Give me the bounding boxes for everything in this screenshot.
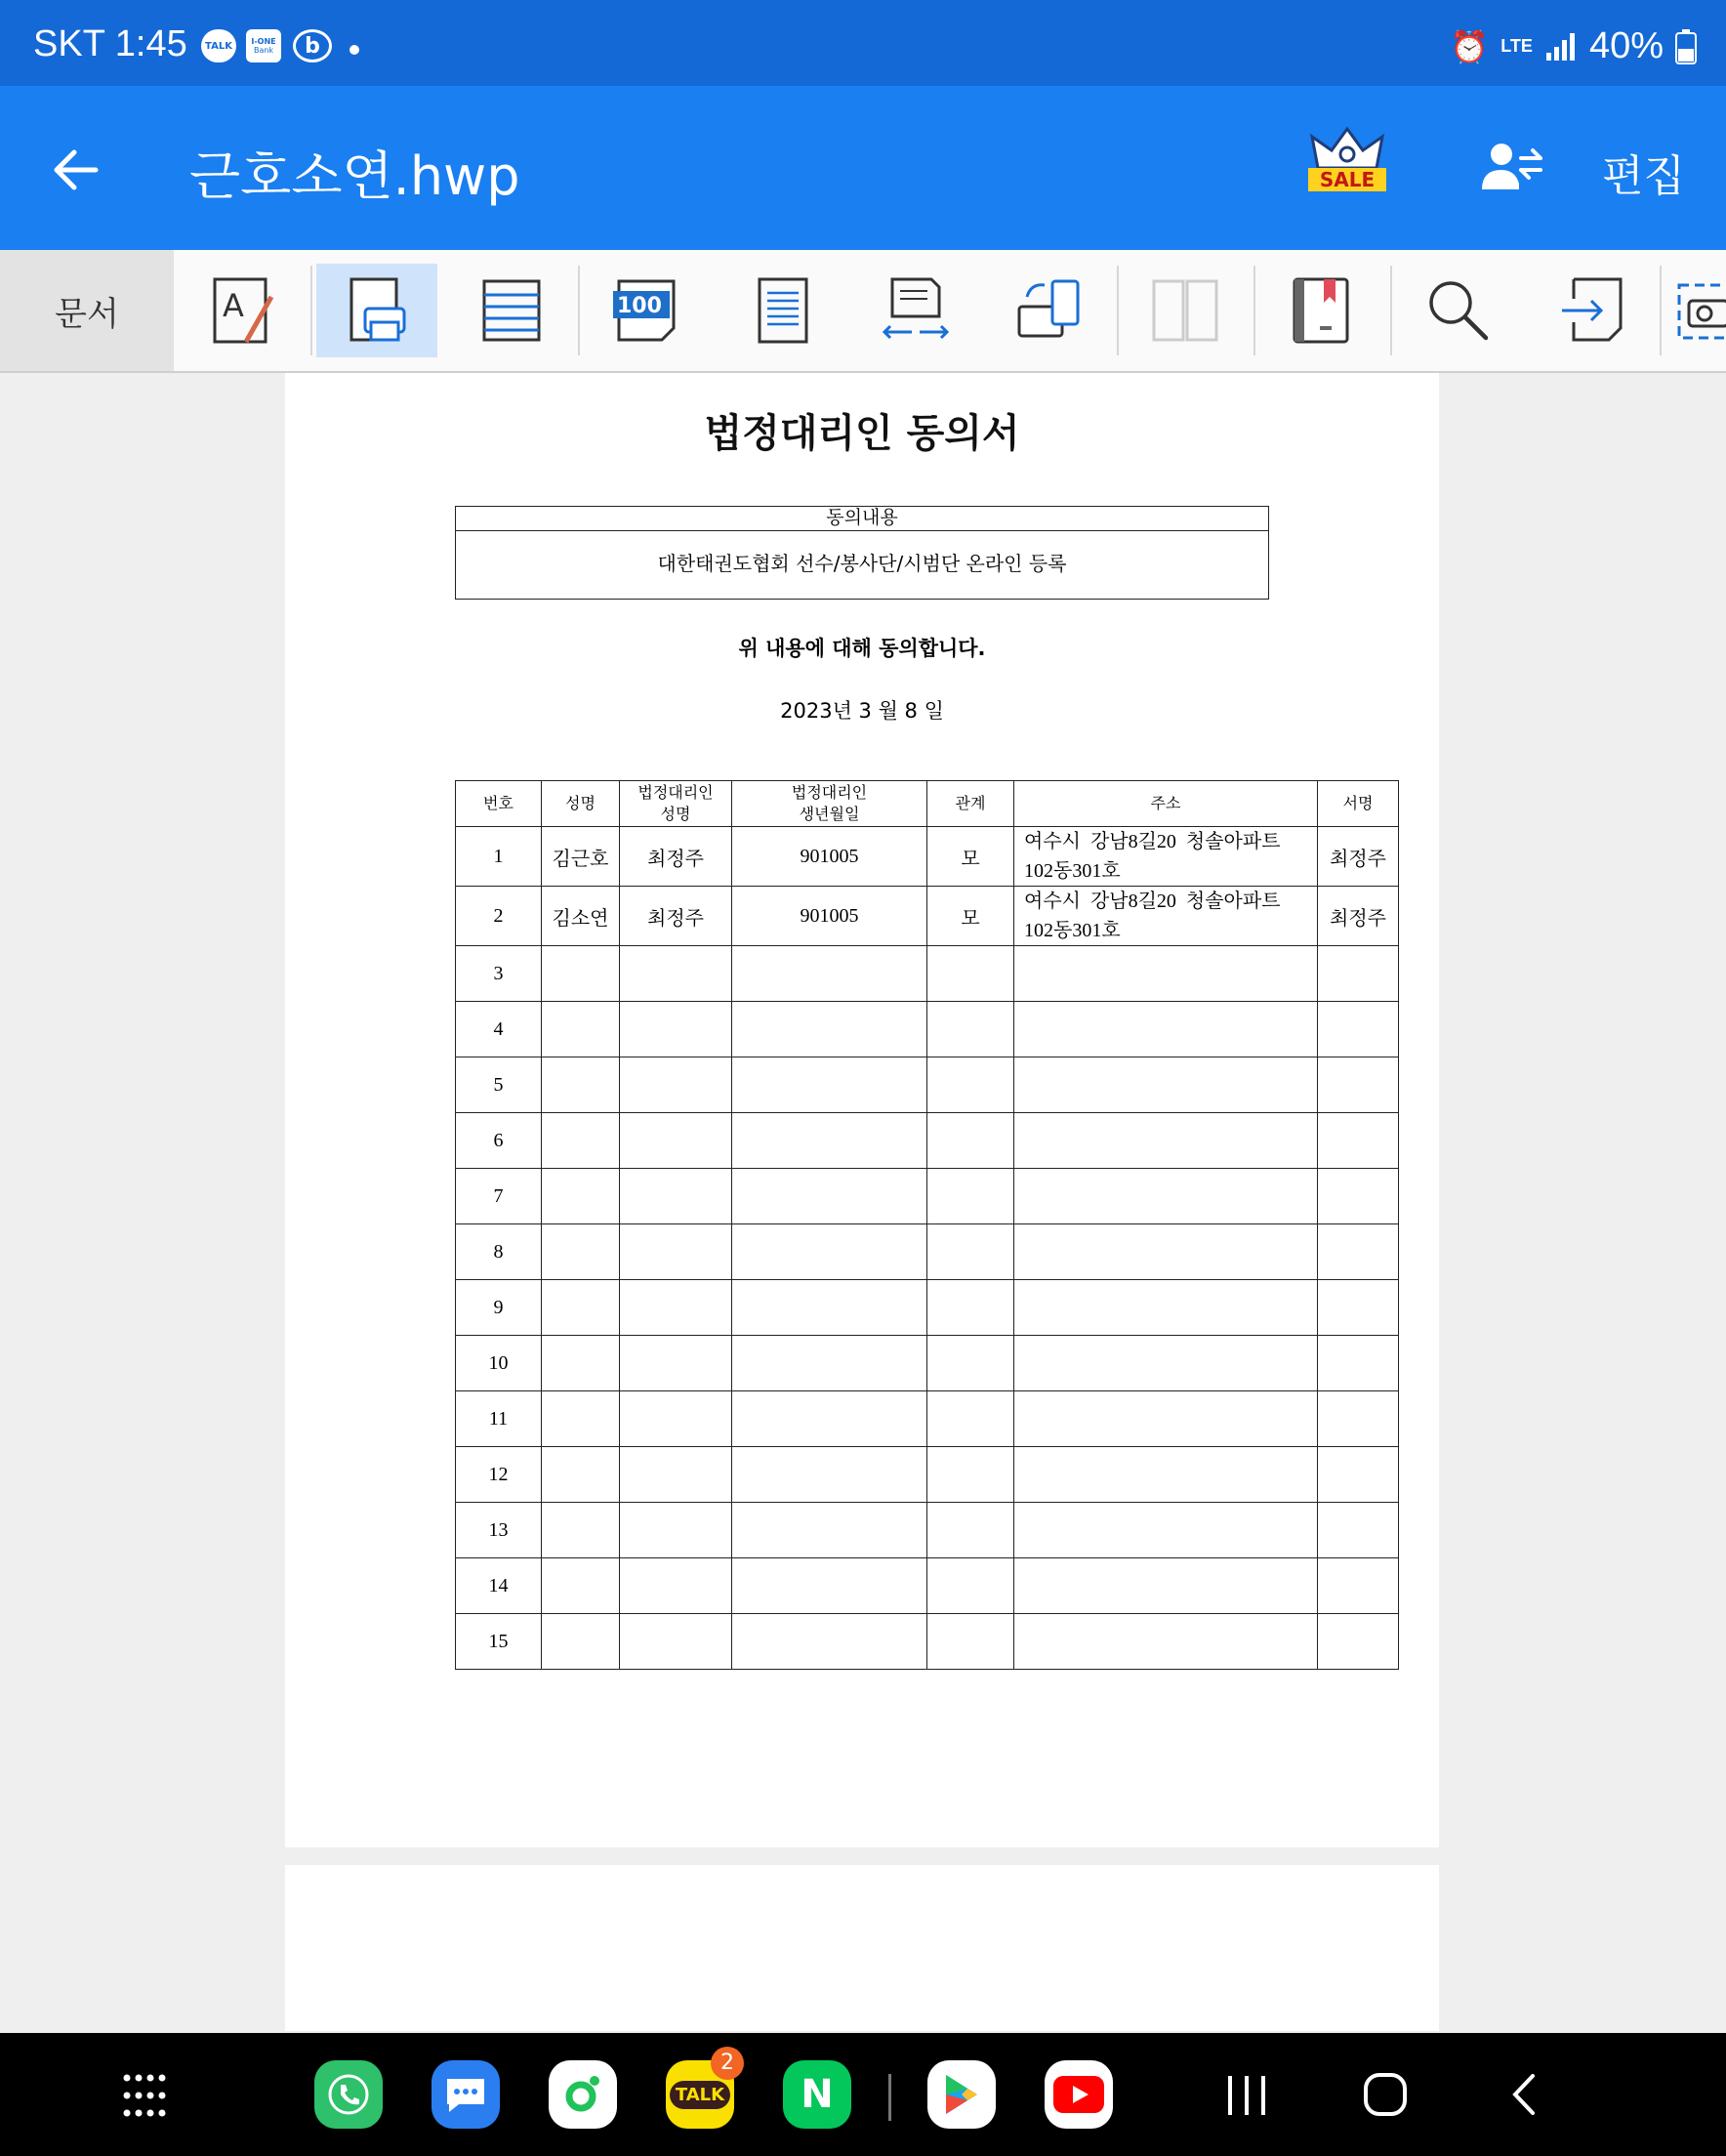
- cell-signature: [1318, 1391, 1399, 1447]
- col-header-signature: 서명: [1318, 781, 1399, 827]
- col-header-guardian-name: 법정대리인 성명: [620, 781, 732, 827]
- cell-address: [1014, 946, 1318, 1002]
- bookmark-tool[interactable]: [1261, 264, 1382, 357]
- cell-guardian-birth: [732, 946, 927, 1002]
- cell-relation: [927, 1614, 1014, 1670]
- col-header-name: 성명: [542, 781, 620, 827]
- document-page: [285, 373, 1439, 1847]
- talk-label: TALK: [670, 2081, 730, 2109]
- phone-app-icon[interactable]: [314, 2060, 383, 2129]
- cell-address: [1014, 1224, 1318, 1280]
- go-to-page-tool[interactable]: [1533, 264, 1654, 357]
- cell-guardian-name: [620, 946, 732, 1002]
- back-icon[interactable]: [1509, 2072, 1539, 2117]
- back-arrow-icon[interactable]: [51, 145, 102, 195]
- table-row: [456, 1057, 1399, 1113]
- rotate-screen-tool[interactable]: [990, 264, 1111, 357]
- table-row: [456, 1614, 1399, 1670]
- web-layout-tool[interactable]: [451, 264, 572, 357]
- svg-text:100: 100: [617, 294, 662, 318]
- b-app-notification-icon: b: [293, 29, 332, 62]
- alarm-icon: ⏰: [1450, 28, 1490, 64]
- cell-address: [1014, 1169, 1318, 1224]
- cell-address: [1014, 1002, 1318, 1057]
- kakaotalk-app-icon[interactable]: [666, 2051, 734, 2129]
- search-tool[interactable]: [1398, 264, 1519, 357]
- cell-relation: [927, 946, 1014, 1002]
- cell-guardian-birth: [732, 1113, 927, 1169]
- cell-guardian-name: [620, 1558, 732, 1614]
- table-row: [456, 1002, 1399, 1057]
- cell-name: [542, 1002, 620, 1057]
- cell-address: [1014, 1503, 1318, 1558]
- naver-n-label: N: [801, 2072, 834, 2117]
- cell-name: [542, 946, 620, 1002]
- col-header-address: 주소: [1014, 781, 1318, 827]
- cell-guardian-birth: [732, 1391, 927, 1447]
- cell-name: [542, 1447, 620, 1503]
- date-line: 2023년 3 월 8 일: [780, 699, 944, 723]
- table-row: [456, 1391, 1399, 1447]
- search-icon: [1421, 273, 1496, 348]
- fit-width-tool[interactable]: [855, 264, 976, 357]
- print-layout-tool[interactable]: [316, 264, 437, 357]
- table-row: [456, 1447, 1399, 1503]
- dock-divider: [888, 2074, 891, 2121]
- cell-relation: [927, 1391, 1014, 1447]
- cell-guardian-birth: [732, 1447, 927, 1503]
- cell-number: 12: [456, 1447, 542, 1503]
- signal-icon: [1544, 31, 1578, 62]
- cell-address: [1014, 1057, 1318, 1113]
- cell-signature: [1318, 1057, 1399, 1113]
- cell-guardian-name: [620, 1614, 732, 1670]
- cell-relation: 모: [927, 827, 1014, 887]
- cell-relation: [927, 1224, 1014, 1280]
- cell-address: [1014, 887, 1318, 946]
- status-bar: [0, 0, 1726, 86]
- svg-text:A: A: [223, 287, 244, 324]
- table-row: [456, 827, 1399, 887]
- edit-button[interactable]: 편집: [1601, 151, 1685, 201]
- cell-number: 7: [456, 1169, 542, 1224]
- rotate-screen-icon: [1013, 273, 1088, 348]
- next-document-page: [285, 1865, 1439, 2031]
- home-icon[interactable]: [1363, 2072, 1408, 2117]
- address-line-1: 여수시 강남8길20 청솔아파트: [1024, 831, 1281, 852]
- messages-app-icon[interactable]: [432, 2060, 500, 2129]
- app-bar: [0, 86, 1726, 250]
- cell-relation: [927, 1057, 1014, 1113]
- battery-level: 40%: [1588, 25, 1664, 66]
- table-row: [456, 1336, 1399, 1391]
- play-store-icon: [942, 2073, 981, 2116]
- table-row: [456, 1169, 1399, 1224]
- cell-signature: [1318, 1503, 1399, 1558]
- cell-guardian-name: [620, 1169, 732, 1224]
- toolbar: [0, 250, 1726, 373]
- cell-address: [1014, 1614, 1318, 1670]
- table-row: [456, 1503, 1399, 1558]
- cell-signature: 최정주: [1318, 827, 1399, 887]
- chat-bubble-icon: [443, 2075, 488, 2114]
- cell-guardian-birth: [732, 1224, 927, 1280]
- cell-signature: [1318, 1336, 1399, 1391]
- cell-number: 5: [456, 1057, 542, 1113]
- cell-guardian-name: [620, 1057, 732, 1113]
- cell-name: [542, 1614, 620, 1670]
- navigation-bar: [0, 2033, 1726, 2156]
- cell-signature: [1318, 946, 1399, 1002]
- carrier-time: SKT 1:45: [33, 23, 187, 64]
- status-right: [1450, 25, 1697, 67]
- cell-guardian-name: [620, 1336, 732, 1391]
- cell-number: 8: [456, 1224, 542, 1280]
- cell-relation: [927, 1336, 1014, 1391]
- cell-address: [1014, 827, 1318, 887]
- cell-signature: 최정주: [1318, 887, 1399, 946]
- agree-statement: 위 내용에 대해 동의합니다.: [738, 637, 986, 660]
- text-format-tool[interactable]: [184, 264, 305, 357]
- user-switch-icon[interactable]: [1482, 141, 1542, 193]
- naver-whale-app-icon[interactable]: [549, 2060, 617, 2129]
- cell-number: 6: [456, 1113, 542, 1169]
- consent-box: [455, 506, 1269, 600]
- cell-number: 3: [456, 946, 542, 1002]
- bookmark-book-icon: [1285, 273, 1359, 348]
- cell-guardian-birth: [732, 1336, 927, 1391]
- table-row: [456, 1280, 1399, 1336]
- zoom-100-tool[interactable]: [586, 264, 707, 357]
- table-row: [456, 887, 1399, 946]
- cell-number: 9: [456, 1280, 542, 1336]
- phone-icon: [327, 2073, 370, 2116]
- two-page-view-tool: [1125, 264, 1246, 357]
- col-header-number: 번호: [456, 781, 542, 827]
- premium-sale-button[interactable]: [1306, 125, 1388, 203]
- table-row: [456, 1558, 1399, 1614]
- cell-name: [542, 1113, 620, 1169]
- table-header-row: [456, 781, 1399, 827]
- cell-number: 2: [456, 887, 542, 946]
- cell-guardian-birth: 901005: [732, 827, 927, 887]
- cell-number: 15: [456, 1614, 542, 1670]
- document-title: 법정대리인 동의서: [704, 411, 1020, 456]
- file-title: 근호소연.hwp: [189, 145, 520, 207]
- cell-relation: [927, 1558, 1014, 1614]
- cell-name: [542, 1391, 620, 1447]
- cell-guardian-name: [620, 1280, 732, 1336]
- cell-name: [542, 1558, 620, 1614]
- cell-guardian-name: [620, 1002, 732, 1057]
- cell-guardian-name: [620, 1447, 732, 1503]
- text-edit-icon: [207, 273, 281, 348]
- cell-signature: [1318, 1169, 1399, 1224]
- cell-number: 1: [456, 827, 542, 887]
- cell-signature: [1318, 1614, 1399, 1670]
- consent-header: 동의내용: [456, 507, 1268, 531]
- cell-signature: [1318, 1280, 1399, 1336]
- table-row: [456, 946, 1399, 1002]
- cell-number: 10: [456, 1336, 542, 1391]
- youtube-icon: [1053, 2076, 1104, 2113]
- cell-number: 4: [456, 1002, 542, 1057]
- lte-icon: LTE: [1500, 36, 1533, 56]
- cell-relation: [927, 1169, 1014, 1224]
- page-lines-icon: [746, 273, 820, 348]
- crown-icon: [1306, 125, 1388, 174]
- cell-guardian-birth: [732, 1002, 927, 1057]
- consent-body: 대한태권도협회 선수/봉사단/시범단 온라인 등록: [657, 552, 1067, 575]
- camera-capture-icon: [1665, 273, 1726, 348]
- green-dot-icon: [561, 2073, 604, 2116]
- cell-name: [542, 1224, 620, 1280]
- cell-number: 14: [456, 1558, 542, 1614]
- battery-icon: [1675, 29, 1697, 64]
- cell-address: [1014, 1336, 1318, 1391]
- cell-signature: [1318, 1224, 1399, 1280]
- cell-number: 13: [456, 1503, 542, 1558]
- cell-number: 11: [456, 1391, 542, 1447]
- go-to-page-icon: [1556, 273, 1630, 348]
- capture-tool[interactable]: [1665, 264, 1726, 357]
- col-header-relation: 관계: [927, 781, 1014, 827]
- col-header-guardian-birth: 법정대리인 생년월일: [732, 781, 927, 827]
- cell-relation: [927, 1447, 1014, 1503]
- table-row: [456, 1113, 1399, 1169]
- zoom-100-icon: [609, 273, 683, 348]
- two-page-disabled-icon: [1148, 273, 1222, 348]
- cell-signature: [1318, 1002, 1399, 1057]
- cell-guardian-name: [620, 1224, 732, 1280]
- play-store-app-icon[interactable]: [927, 2060, 996, 2129]
- cell-guardian-birth: [732, 1503, 927, 1558]
- cell-address: [1014, 1447, 1318, 1503]
- address-line-2: 102동301호: [1024, 860, 1121, 882]
- cell-signature: [1318, 1447, 1399, 1503]
- cell-guardian-birth: [732, 1558, 927, 1614]
- cell-guardian-birth: [732, 1057, 927, 1113]
- cell-signature: [1318, 1558, 1399, 1614]
- cell-address: [1014, 1391, 1318, 1447]
- sale-badge: SALE: [1308, 168, 1386, 191]
- cell-guardian-name: [620, 1113, 732, 1169]
- bank-notification-icon: I-ONE Bank: [246, 29, 281, 62]
- cell-relation: [927, 1280, 1014, 1336]
- app-drawer-icon[interactable]: [123, 2074, 166, 2117]
- cell-relation: 모: [927, 887, 1014, 946]
- cell-name: [542, 1503, 620, 1558]
- kakaotalk-notification-icon: TALK: [201, 29, 236, 62]
- naver-app-icon[interactable]: [783, 2060, 851, 2129]
- cell-guardian-name: [620, 1391, 732, 1447]
- cell-address: [1014, 1558, 1318, 1614]
- address-line-2: 102동301호: [1024, 920, 1121, 941]
- cell-relation: [927, 1002, 1014, 1057]
- cell-guardian-name: 최정주: [620, 887, 732, 946]
- cell-signature: [1318, 1113, 1399, 1169]
- tab-document[interactable]: 문서: [0, 250, 174, 371]
- cell-name: [542, 1169, 620, 1224]
- lines-icon: [474, 273, 549, 348]
- fit-page-tool[interactable]: [722, 264, 843, 357]
- cell-guardian-birth: [732, 1614, 927, 1670]
- notification-badge: 2: [711, 2047, 744, 2080]
- cell-guardian-birth: [732, 1169, 927, 1224]
- address-line-1: 여수시 강남8길20 청솔아파트: [1024, 891, 1281, 912]
- cell-name: [542, 1336, 620, 1391]
- more-notifications-dot-icon: [349, 45, 359, 55]
- cell-name: 김소연: [542, 887, 620, 946]
- youtube-app-icon[interactable]: [1045, 2060, 1113, 2129]
- print-icon: [340, 273, 414, 348]
- cell-guardian-name: [620, 1503, 732, 1558]
- cell-relation: [927, 1503, 1014, 1558]
- cell-guardian-birth: 901005: [732, 887, 927, 946]
- cell-address: [1014, 1113, 1318, 1169]
- guardian-table: [455, 780, 1399, 1670]
- cell-name: [542, 1057, 620, 1113]
- cell-guardian-birth: [732, 1280, 927, 1336]
- cell-guardian-name: 최정주: [620, 827, 732, 887]
- fit-width-icon: [879, 273, 953, 348]
- cell-relation: [927, 1113, 1014, 1169]
- cell-address: [1014, 1280, 1318, 1336]
- table-row: [456, 1224, 1399, 1280]
- cell-name: 김근호: [542, 827, 620, 887]
- cell-name: [542, 1280, 620, 1336]
- recent-apps-icon[interactable]: [1224, 2074, 1269, 2117]
